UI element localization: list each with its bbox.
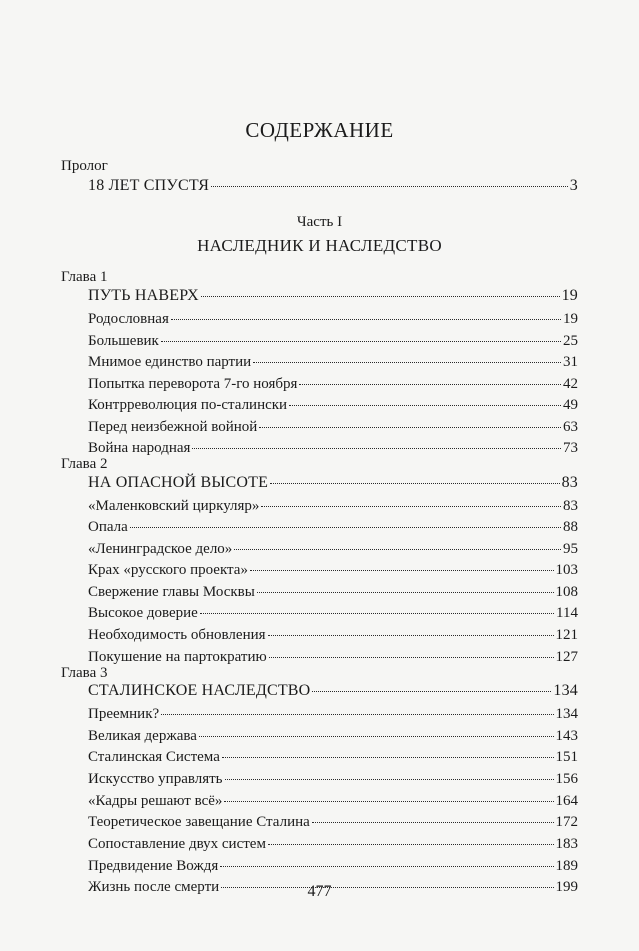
toc-entry-title: Искусство управлять (88, 771, 223, 787)
dot-leader (224, 800, 553, 802)
dot-leader (171, 318, 561, 320)
chapter-label: Глава 1 (61, 269, 108, 285)
toc-entry-title: Свержение главы Москвы (88, 584, 255, 600)
dot-leader (299, 383, 561, 385)
toc-entry-page: 42 (563, 376, 578, 392)
toc-entry-page: 143 (555, 728, 578, 744)
section-entry (88, 857, 578, 875)
toc-entry-title: Война народная (88, 440, 191, 456)
toc-entry-title: 18 ЛЕТ СПУСТЯ (88, 177, 210, 194)
section-entry (88, 561, 578, 579)
chapter-title-entry (88, 681, 578, 701)
dot-leader (222, 756, 554, 758)
toc-entry-page: 19 (561, 287, 578, 304)
section-entry (88, 604, 578, 622)
dot-leader (257, 591, 554, 593)
dot-leader (161, 713, 553, 715)
toc-entry-title: Покушение на партократию (88, 649, 267, 665)
dot-leader (261, 505, 561, 507)
toc-entry-title: Перед неизбежной войной (88, 419, 258, 435)
toc-entry-page: 108 (555, 584, 578, 600)
dot-leader (199, 735, 554, 737)
section-entry (88, 648, 578, 666)
toc-entry-page: 3 (569, 177, 578, 194)
toc-entry-title: Преемник? (88, 706, 160, 722)
toc-entry-page: 151 (555, 749, 578, 765)
chapter-label: Глава 2 (61, 456, 108, 472)
toc-entry-title: Высокое доверие (88, 605, 198, 621)
dot-leader (268, 634, 554, 636)
toc-entry-page: 103 (555, 562, 578, 578)
toc-entry-title: ПУТЬ НАВЕРХ (88, 287, 199, 304)
section-entry (88, 518, 578, 536)
dot-leader (250, 569, 554, 571)
toc-entry-title: Великая держава (88, 728, 197, 744)
dot-leader (211, 185, 568, 187)
toc-entry-title: Крах «русского проекта» (88, 562, 248, 578)
toc-entry-page: 63 (563, 419, 578, 435)
part-title: НАСЛЕДНИК И НАСЛЕДСТВО (197, 236, 442, 255)
toc-entry-page: 172 (555, 814, 578, 830)
toc-entry-page: 189 (555, 858, 578, 874)
toc-entry-title: Необходимость обновления (88, 627, 266, 643)
toc-entry-title: Теоретическое завещание Сталина (88, 814, 310, 830)
toc-entry-page: 164 (555, 793, 578, 809)
section-entry (88, 583, 578, 601)
dot-leader (269, 656, 554, 658)
chapter-title-entry (88, 473, 578, 493)
dot-leader (268, 843, 554, 845)
dot-leader (253, 361, 561, 363)
toc-entry-title: СТАЛИНСКОЕ НАСЛЕДСТВО (88, 682, 311, 699)
section-entry (88, 813, 578, 831)
toc-entry-page: 25 (563, 333, 578, 349)
section-entry (88, 727, 578, 745)
toc-entry-title: «Ленинградское дело» (88, 541, 233, 557)
page-number: 477 (307, 883, 332, 900)
toc-entry-title: «Маленковский циркуляр» (88, 498, 260, 514)
section-entry (88, 418, 578, 436)
section-entry (88, 705, 578, 723)
toc-entry-page: 199 (555, 879, 578, 895)
dot-leader (130, 526, 561, 528)
toc-entry-page: 183 (555, 836, 578, 852)
dot-leader (234, 548, 561, 550)
dot-leader (312, 821, 554, 823)
section-entry (88, 497, 578, 515)
toc-entry-title: Предвидение Вождя (88, 858, 219, 874)
toc-entry-page: 19 (563, 311, 578, 327)
toc-entry-page: 134 (555, 706, 578, 722)
toc-entry-title: «Кадры решают всё» (88, 793, 223, 809)
toc-entry-page: 156 (555, 771, 578, 787)
dot-leader (259, 426, 561, 428)
toc-entry-page: 49 (563, 397, 578, 413)
section-entry (88, 835, 578, 853)
section-entry (88, 540, 578, 558)
section-entry (88, 770, 578, 788)
section-entry (88, 792, 578, 810)
toc-entry-page: 127 (555, 649, 578, 665)
toc-entry-title: Мнимое единство партии (88, 354, 252, 370)
dot-leader (220, 865, 553, 867)
section-entry (88, 439, 578, 457)
section-entry (88, 396, 578, 414)
toc-entry-title: Сопоставление двух систем (88, 836, 266, 852)
toc-entry-title: Сталинская Система (88, 749, 220, 765)
section-entry (88, 375, 578, 393)
dot-leader (161, 340, 561, 342)
toc-entry-page: 121 (555, 627, 578, 643)
section-entry (88, 748, 578, 766)
section-entry (88, 353, 578, 371)
chapter-title-entry (88, 286, 578, 306)
toc-entry-title: Опала (88, 519, 128, 535)
toc-entry-page: 73 (563, 440, 578, 456)
section-entry (88, 332, 578, 350)
toc-entry-title: Контрреволюция по-сталински (88, 397, 288, 413)
toc-entry-page: 95 (563, 541, 578, 557)
dot-leader (200, 612, 554, 614)
toc-entry-page: 83 (563, 498, 578, 514)
toc-entry-page: 134 (553, 682, 578, 699)
part-label: Часть I (296, 214, 343, 230)
dot-leader (225, 778, 554, 780)
section-entry (88, 626, 578, 644)
toc-entry-page: 88 (563, 519, 578, 535)
toc-entry-page: 31 (563, 354, 578, 370)
toc-entry-prologue (88, 176, 578, 196)
toc-entry-page: 83 (561, 474, 578, 491)
chapter-label: Глава 3 (61, 665, 108, 681)
page-title: СОДЕРЖАНИЕ (245, 118, 394, 142)
dot-leader (192, 447, 561, 449)
section-entry (88, 310, 578, 328)
dot-leader (270, 482, 559, 484)
toc-entry-title: Большевик (88, 333, 159, 349)
toc-entry-title: Родословная (88, 311, 169, 327)
dot-leader (289, 404, 561, 406)
toc-entry-title: Жизнь после смерти (88, 879, 220, 895)
dot-leader (201, 295, 560, 297)
toc-entry-title: НА ОПАСНОЙ ВЫСОТЕ (88, 474, 269, 491)
prologue-label: Пролог (61, 158, 108, 174)
toc-entry-page: 114 (556, 605, 578, 621)
dot-leader (312, 690, 551, 692)
toc-entry-title: Попытка переворота 7-го ноября (88, 376, 298, 392)
